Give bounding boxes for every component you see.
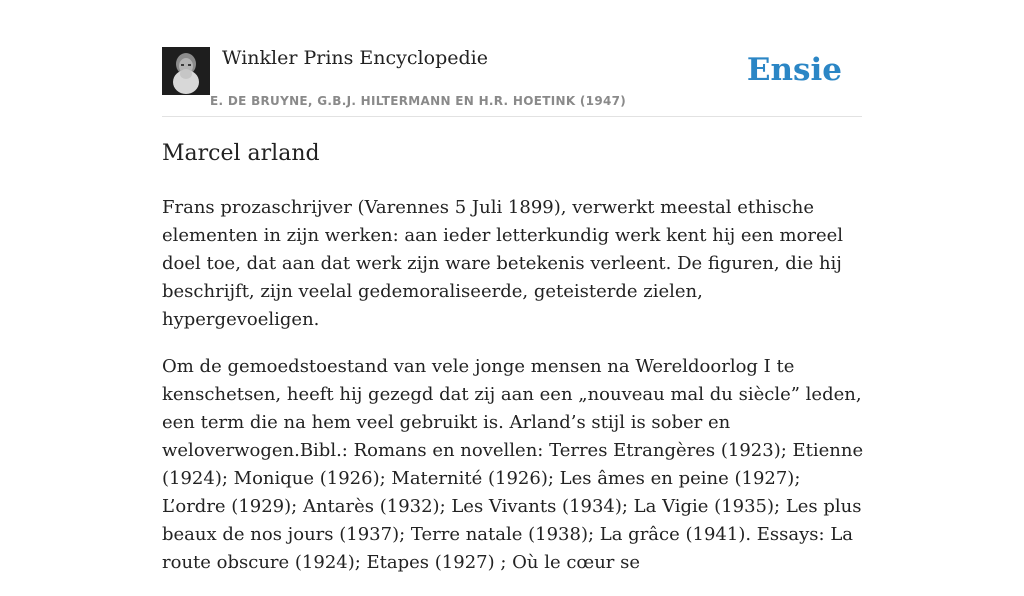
article-paragraph: Om de gemoedstoestand van vele jonge mensen na Wereldoorlog I te kenschetsen, heeft hij gezegd dat zij aan een „nouveau mal du siècle” leden, een term die na hem veel gebruikt is. Arland’s stijl is sober en weloverwogen.Bibl.: Romans en novellen: Terres Etrangères (1923); Etienne (1924); Monique (1926); Maternité (1926); Les âmes en peine (1927); L’ordre (1929); Antarès (1932); Les Vivants (1934); La Vigie (1935); Les plus beaux de nos jours (1937); Terre natale (1938); La grâce (1941). Essays: La route obscure (1924); Etapes (1927) ; Où le cœur se [162,356,864,573]
book-authors: E. DE BRUYNE, G.B.J. HILTERMANN EN H.R. HOETINK (1947) [210,94,627,108]
header [162,46,862,117]
avatar[interactable] [162,47,210,95]
book-title[interactable]: Winkler Prins Encyclopedie [222,47,488,69]
article-paragraph: Frans prozaschrijver (Varennes 5 Juli 1899), verwerkt meestal ethische elementen in zijn werken: aan ieder letterkundig werk kent hij een moreel doel toe, dat aan dat werk zijn ware betekenis verleent. De figuren, die hij beschrijft, zijn veelal gedemoraliseerde, geteisterde zielen, hypergevoeligen. [162,197,844,330]
brand-logo[interactable]: Ensie [746,52,842,88]
entry-title: Marcel arland [162,141,320,166]
article [162,138,864,596]
author-portrait-icon [162,47,210,95]
